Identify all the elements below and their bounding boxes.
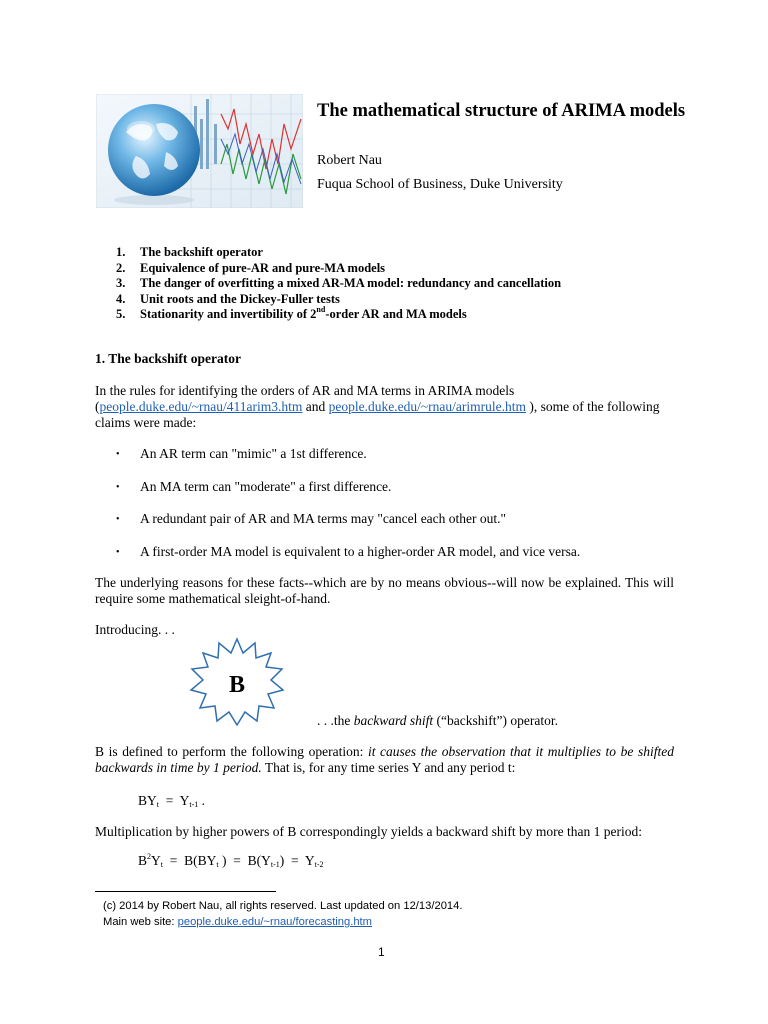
section-heading: 1. The backshift operator [95,351,242,366]
definition-paragraph [95,744,674,776]
caption-text: (“backshift”) operator. [433,713,558,728]
footnote-text: Main web site: [103,916,178,928]
toc-number: 1. [116,245,126,259]
eq-term: . [198,793,206,808]
explanation-paragraph: The underlying reasons for these facts--which are by no means obvious--will now be explained. This will require some mathematical sleight-of-hand. [95,575,674,607]
toc-text: The danger of overfitting a mixed AR-MA model: redundancy and cancellation [140,276,562,290]
para-text: In the rules for identifying the orders of AR and MA terms in ARIMA models [95,383,515,398]
list-item-text: A redundant pair of AR and MA terms may "cancel each other out." [140,511,507,526]
eq-subscript: t [156,800,159,809]
toc-superscript: nd [316,305,326,314]
caption-italic: backward shift [353,713,434,728]
list-item-text: A first-order MA model is equivalent to a higher-order AR model, and vice versa. [140,543,581,559]
list-item [116,479,580,512]
bullet-icon: • [116,481,120,493]
para-text: That is, for any time series Y and any period t: [261,760,516,776]
eq-subscript: t-1 [189,800,199,809]
toc-item [116,261,561,277]
toc-number: 3. [116,276,126,290]
para-text: and [302,399,329,415]
forecasting-website-link[interactable]: people.duke.edu/~rnau/forecasting.htm [177,916,372,928]
document-title: The mathematical structure of ARIMA models [317,101,686,121]
table-of-contents [116,245,561,323]
equation-2 [138,853,323,869]
para-text: ( [95,399,100,415]
eq-term: = B(BY [163,853,217,868]
toc-text-cont: -order AR and MA models [325,307,467,321]
eq-term: BY [138,793,157,808]
higher-powers-paragraph: Multiplication by higher powers of B correspondingly yields a backward shift by more than 1 period: [95,824,643,839]
footnote-divider [95,891,276,892]
para-text: B is defined to perform the following operation: [95,744,368,759]
copyright-footnote: (c) 2014 by Robert Nau, all rights reserved. Last updated on 12/13/2014. [103,900,463,912]
author-name: Robert Nau [317,153,382,168]
list-item-text: An MA term can "moderate" a first difference. [140,478,392,494]
equation-1 [138,793,205,809]
toc-item [116,276,561,292]
starburst-icon [189,637,285,727]
toc-text: Equivalence of pure-AR and pure-MA models [140,260,386,275]
claims-list [116,446,580,576]
caption-text: . . .the [317,713,354,728]
eq-term: ) = B(Y [218,853,271,868]
backshift-caption [317,713,558,729]
eq-subscript: t [160,860,163,869]
list-item [116,446,580,479]
author-affiliation: Fuqua School of Business, Duke University [317,177,563,192]
eq-subscript: t [216,860,219,869]
eq-subscript: t-2 [314,860,324,869]
toc-item [116,245,561,261]
page-number: 1 [378,945,385,959]
eq-term: Y [179,793,190,808]
eq-term: Y [151,853,161,868]
intro-paragraph [95,383,675,432]
bullet-icon: • [116,514,120,525]
eq-term: ) = Y [279,853,315,868]
toc-number: 2. [116,260,126,275]
website-footnote [103,916,372,928]
toc-text: Unit roots and the Dickey-Fuller tests [140,291,340,306]
toc-item [116,307,561,323]
introducing-text: Introducing. . . [95,622,175,637]
toc-text: Stationarity and invertibility of 2 [140,307,317,321]
para-text: ), some of the following [526,399,660,415]
arima-identification-link[interactable]: people.duke.edu/~rnau/411arim3.htm [99,399,303,415]
eq-term: B [138,853,148,868]
globe-chart-image [96,94,303,208]
para-italic: it causes the observation that it multiplies to be shifted backwards in time by 1 period. [95,744,674,776]
toc-number: 4. [116,291,126,306]
toc-item [116,292,561,308]
list-item [116,544,580,577]
bullet-icon: • [116,546,120,558]
list-item-text: An AR term can "mimic" a 1st difference. [140,446,367,461]
star-letter: B [228,672,246,698]
bullet-icon: • [116,449,120,460]
eq-subscript: t-1 [270,860,280,869]
arima-rules-link[interactable]: people.duke.edu/~rnau/arimrule.htm [328,399,527,415]
toc-number: 5. [116,307,126,321]
para-text: claims were made: [95,415,197,431]
toc-text: The backshift operator [140,245,263,259]
list-item [116,511,580,544]
eq-term: = [159,793,180,808]
eq-superscript: 2 [147,852,152,861]
